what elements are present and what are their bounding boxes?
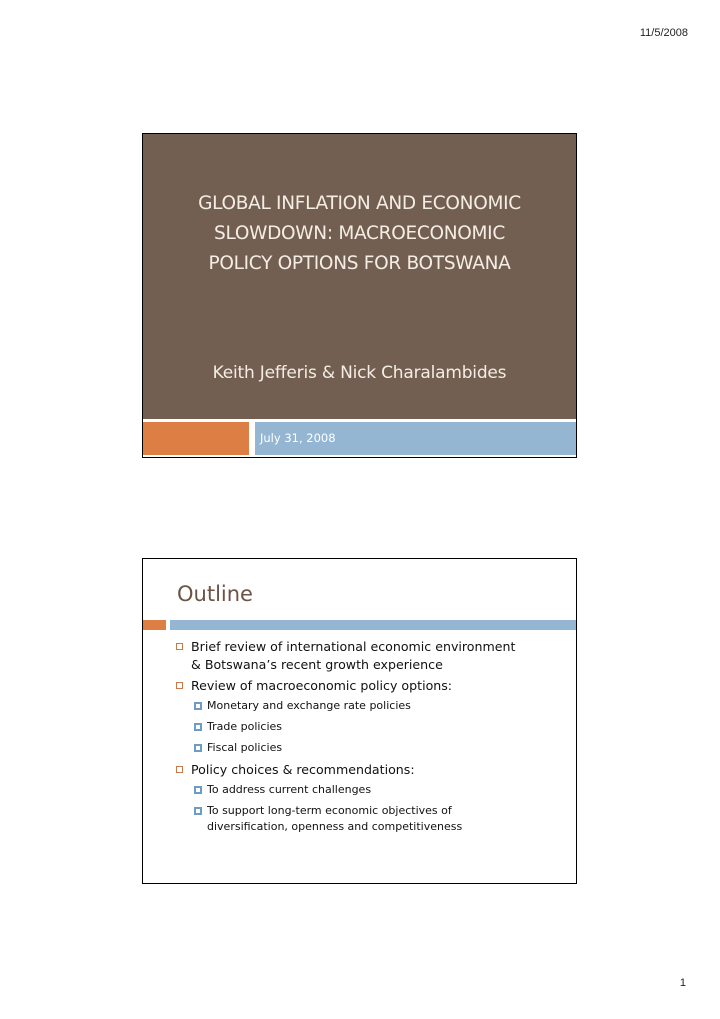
accent-bar-orange: [143, 422, 249, 455]
outline-item: [176, 677, 571, 695]
outline-subitem: [176, 719, 571, 735]
outline-item: [176, 761, 571, 779]
outline-list: [176, 638, 571, 840]
title-line: GLOBAL INFLATION AND ECONOMIC: [198, 193, 521, 214]
outline-subitem-text: Trade policies: [207, 720, 283, 733]
outline-subitem-text: To support long-term economic objectives of: [207, 804, 452, 817]
title-line: POLICY OPTIONS FOR BOTSWANA: [208, 253, 511, 274]
outline-subitem: [176, 782, 571, 798]
filled-square-bullet-icon: [194, 786, 202, 794]
outline-slide: [142, 558, 577, 884]
accent-bar-blue: [170, 620, 576, 630]
accent-bar-orange: [143, 620, 166, 630]
filled-square-bullet-icon: [194, 702, 202, 710]
square-bullet-icon: [176, 766, 183, 773]
outline-subitem: [176, 740, 571, 756]
page-number: 1: [679, 977, 686, 989]
slide-title: [143, 189, 576, 279]
outline-subitem-text: diversification, openness and competitiveness: [207, 820, 463, 833]
outline-subitem-text: Fiscal policies: [207, 741, 283, 754]
filled-square-bullet-icon: [194, 807, 202, 815]
slide-authors: Keith Jefferis & Nick Charalambides: [212, 363, 507, 383]
outline-subitem: [176, 698, 571, 714]
outline-item: [176, 638, 571, 674]
slide-date: July 31, 2008: [260, 431, 336, 445]
title-slide: [142, 133, 577, 458]
title-line: SLOWDOWN: MACROECONOMIC: [214, 223, 505, 244]
outline-subitem-text: To address current challenges: [207, 783, 372, 796]
square-bullet-icon: [176, 643, 183, 650]
outline-item-text: Policy choices & recommendations:: [191, 762, 415, 777]
outline-item-text: Review of macroeconomic policy options:: [191, 678, 453, 693]
filled-square-bullet-icon: [194, 723, 202, 731]
slide-heading: Outline: [177, 582, 253, 606]
filled-square-bullet-icon: [194, 744, 202, 752]
outline-item-text: Brief review of international economic environment: [191, 639, 516, 654]
outline-subitem-text: Monetary and exchange rate policies: [207, 699, 411, 712]
page-date: 11/5/2008: [639, 27, 688, 39]
square-bullet-icon: [176, 682, 183, 689]
outline-item-text: & Botswana’s recent growth experience: [191, 657, 443, 672]
outline-subitem: [176, 803, 571, 835]
